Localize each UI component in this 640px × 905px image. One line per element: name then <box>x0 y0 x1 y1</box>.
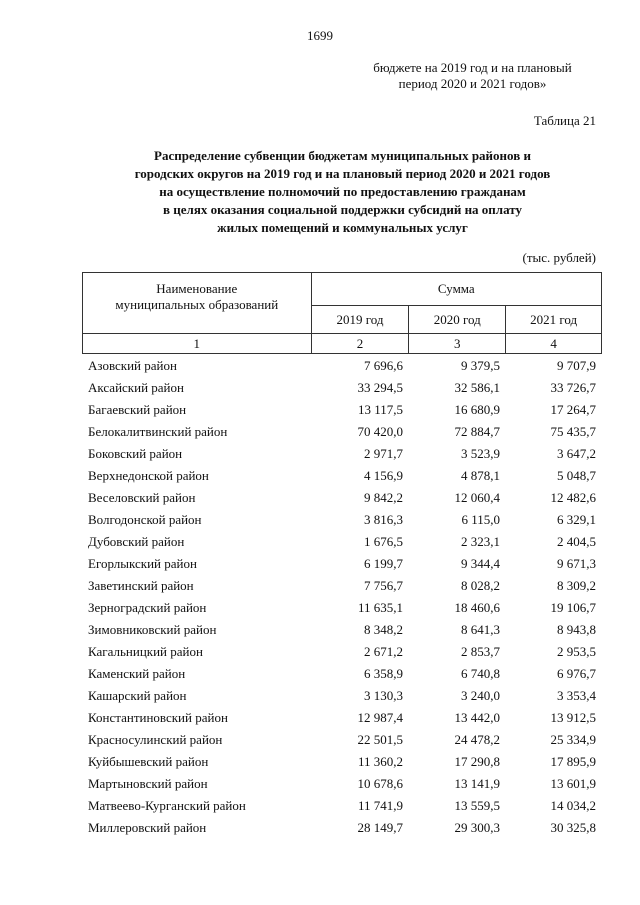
value-2021: 13 912,5 <box>550 710 596 725</box>
value-2021: 6 329,1 <box>557 512 596 527</box>
value-2020: 13 442,0 <box>454 710 500 725</box>
header-name-cell <box>83 273 312 334</box>
district-name: Куйбышевский район <box>88 754 209 769</box>
value-2021: 3 647,2 <box>557 446 596 461</box>
value-2020: 13 559,5 <box>454 798 500 813</box>
district-name: Матвеево-Курганский район <box>88 798 246 813</box>
table-label: Таблица 21 <box>533 113 596 128</box>
value-2019: 7 696,6 <box>364 358 403 373</box>
value-2020: 6 115,0 <box>461 512 500 527</box>
value-2020: 9 344,4 <box>461 556 500 571</box>
value-2020: 2 853,7 <box>461 644 500 659</box>
value-2021: 9 671,3 <box>557 556 596 571</box>
district-name: Зерноградский район <box>88 600 207 615</box>
district-name: Каменский район <box>88 666 186 681</box>
value-2021: 6 976,7 <box>557 666 596 681</box>
intro-line: период 2020 и 2021 годов» <box>398 76 547 91</box>
value-2020: 24 478,2 <box>454 732 500 747</box>
title-line: жилых помещений и коммунальных услуг <box>217 220 468 235</box>
column-number-4: 4 <box>506 334 602 354</box>
units-label: (тыс. рублей) <box>522 250 596 265</box>
value-2021: 17 264,7 <box>550 402 596 417</box>
district-name: Константиновский район <box>88 710 228 725</box>
value-2019: 70 420,0 <box>357 424 403 439</box>
intro-text <box>330 60 615 92</box>
value-2019: 11 635,1 <box>357 600 403 615</box>
district-name: Дубовский район <box>88 534 185 549</box>
value-2020: 8 641,3 <box>461 622 500 637</box>
value-2019: 9 842,2 <box>364 490 403 505</box>
table-row <box>82 509 602 531</box>
district-name: Азовский район <box>88 358 177 373</box>
value-2021: 8 309,2 <box>557 578 596 593</box>
value-2019: 3 816,3 <box>364 512 403 527</box>
table-row <box>82 729 602 751</box>
header-year-2019: 2019 год <box>311 306 409 334</box>
header-sum-cell: Сумма <box>311 273 601 306</box>
header-name-line: муниципальных образований <box>115 297 279 312</box>
district-name: Багаевский район <box>88 402 187 417</box>
value-2020: 3 240,0 <box>461 688 500 703</box>
header-year-2020: 2020 год <box>409 306 506 334</box>
table-row <box>82 465 602 487</box>
value-2021: 5 048,7 <box>557 468 596 483</box>
value-2019: 33 294,5 <box>357 380 403 395</box>
district-name: Боковский район <box>88 446 183 461</box>
value-2019: 13 117,5 <box>357 402 403 417</box>
table-row <box>82 641 602 663</box>
value-2021: 9 707,9 <box>557 358 596 373</box>
value-2019: 1 676,5 <box>364 534 403 549</box>
value-2020: 13 141,9 <box>454 776 500 791</box>
column-number-2: 2 <box>311 334 409 354</box>
value-2021: 12 482,6 <box>550 490 596 505</box>
header-name-line: Наименование <box>156 281 238 296</box>
value-2020: 9 379,5 <box>461 358 500 373</box>
table-row <box>82 531 602 553</box>
value-2020: 16 680,9 <box>454 402 500 417</box>
intro-line: бюджете на 2019 год и на плановый <box>373 60 572 75</box>
value-2019: 7 756,7 <box>364 578 403 593</box>
value-2020: 8 028,2 <box>461 578 500 593</box>
column-number-1: 1 <box>83 334 312 354</box>
table-header <box>82 272 602 354</box>
value-2021: 13 601,9 <box>550 776 596 791</box>
value-2020: 18 460,6 <box>454 600 500 615</box>
district-name: Заветинский район <box>88 578 194 593</box>
value-2019: 12 987,4 <box>357 710 403 725</box>
table-row <box>82 575 602 597</box>
value-2019: 4 156,9 <box>364 468 403 483</box>
value-2021: 19 106,7 <box>550 600 596 615</box>
table-row <box>82 487 602 509</box>
value-2019: 8 348,2 <box>364 622 403 637</box>
value-2019: 6 358,9 <box>364 666 403 681</box>
value-2020: 17 290,8 <box>454 754 500 769</box>
value-2019: 11 360,2 <box>357 754 403 769</box>
table-row <box>82 707 602 729</box>
value-2019: 2 671,2 <box>364 644 403 659</box>
title-line: в целях оказания социальной поддержки субсидий на оплату <box>163 202 522 217</box>
value-2019: 28 149,7 <box>357 820 403 835</box>
district-name: Кашарский район <box>88 688 187 703</box>
table-title <box>80 147 605 237</box>
district-name: Волгодонской район <box>88 512 202 527</box>
value-2019: 6 199,7 <box>364 556 403 571</box>
table-row <box>82 399 602 421</box>
value-2020: 4 878,1 <box>461 468 500 483</box>
district-name: Мартыновский район <box>88 776 208 791</box>
district-name: Зимовниковский район <box>88 622 217 637</box>
title-line: на осуществление полномочий по предоставлению гражданам <box>159 184 526 199</box>
table-row <box>82 773 602 795</box>
value-2020: 72 884,7 <box>454 424 500 439</box>
district-name: Кагальницкий район <box>88 644 203 659</box>
table-row <box>82 421 602 443</box>
value-2021: 14 034,2 <box>550 798 596 813</box>
value-2019: 3 130,3 <box>364 688 403 703</box>
value-2021: 2 404,5 <box>557 534 596 549</box>
value-2020: 32 586,1 <box>454 380 500 395</box>
table-row <box>82 553 602 575</box>
table-row <box>82 751 602 773</box>
value-2019: 2 971,7 <box>364 446 403 461</box>
value-2019: 22 501,5 <box>357 732 403 747</box>
value-2021: 2 953,5 <box>557 644 596 659</box>
table-row <box>82 597 602 619</box>
district-name: Егорлыкский район <box>88 556 197 571</box>
value-2021: 33 726,7 <box>550 380 596 395</box>
value-2020: 3 523,9 <box>461 446 500 461</box>
district-name: Красносулинский район <box>88 732 223 747</box>
value-2019: 10 678,6 <box>357 776 403 791</box>
table-row <box>82 355 602 377</box>
table-row <box>82 619 602 641</box>
column-number-3: 3 <box>409 334 506 354</box>
district-name: Веселовский район <box>88 490 196 505</box>
district-name: Верхнедонской район <box>88 468 209 483</box>
table-row <box>82 663 602 685</box>
value-2020: 2 323,1 <box>461 534 500 549</box>
value-2021: 75 435,7 <box>550 424 596 439</box>
value-2020: 29 300,3 <box>454 820 500 835</box>
value-2019: 11 741,9 <box>357 798 403 813</box>
title-line: городских округов на 2019 год и на плановый период 2020 и 2021 годов <box>134 166 551 181</box>
table-row <box>82 817 602 839</box>
value-2021: 17 895,9 <box>550 754 596 769</box>
value-2020: 12 060,4 <box>454 490 500 505</box>
value-2021: 8 943,8 <box>557 622 596 637</box>
district-name: Аксайский район <box>88 380 184 395</box>
value-2021: 25 334,9 <box>550 732 596 747</box>
value-2021: 30 325,8 <box>550 820 596 835</box>
district-name: Миллеровский район <box>88 820 207 835</box>
value-2020: 6 740,8 <box>461 666 500 681</box>
table-row <box>82 443 602 465</box>
page-number: 1699 <box>307 28 333 43</box>
district-name: Белокалитвинский район <box>88 424 228 439</box>
title-line: Распределение субвенции бюджетам муниципальных районов и <box>154 148 531 163</box>
value-2021: 3 353,4 <box>557 688 596 703</box>
table-row <box>82 795 602 817</box>
table-body <box>82 355 602 839</box>
header-year-2021: 2021 год <box>506 306 602 334</box>
table-row <box>82 685 602 707</box>
table-row <box>82 377 602 399</box>
